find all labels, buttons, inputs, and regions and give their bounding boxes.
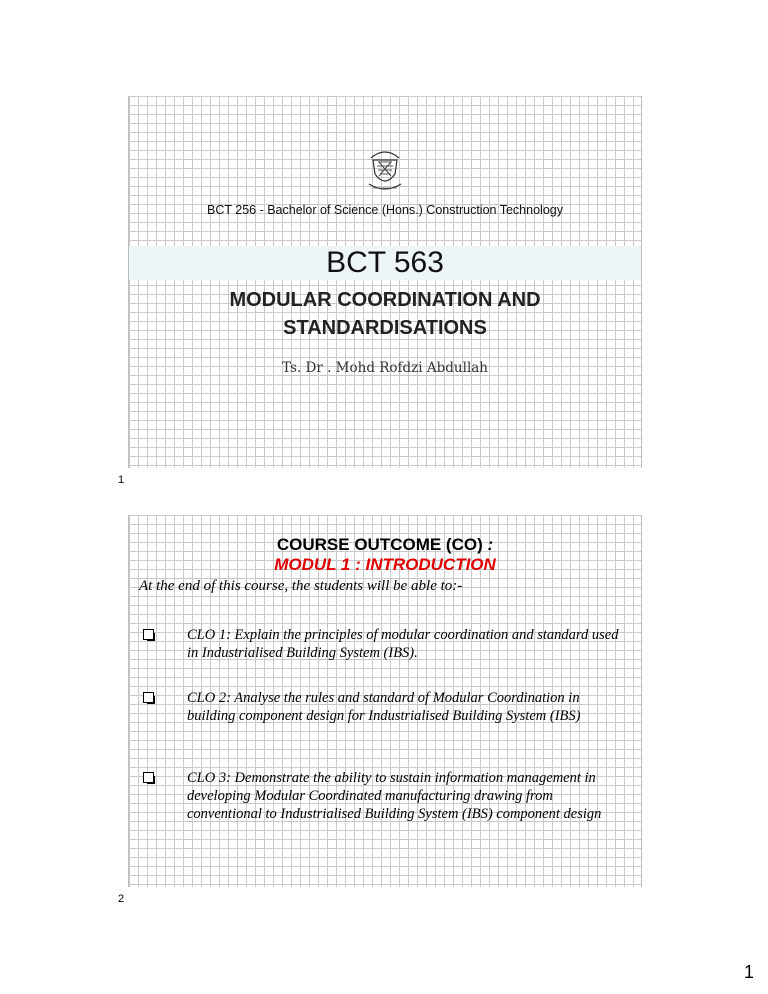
checkbox-bullet-icon: [143, 772, 154, 783]
course-outcome-heading-text: COURSE OUTCOME (CO): [276, 535, 483, 554]
heading-colon: :: [482, 535, 494, 554]
course-code: BCT 563: [326, 246, 444, 279]
clo-text: CLO 1: Explain the principles of modular coordination and standard used in Industrialised Building System (IBS).: [187, 627, 619, 661]
course-title-line2: STANDARDISATIONS: [283, 317, 487, 339]
course-title: [129, 286, 641, 342]
module-title: MODUL 1 : INTRODUCTION: [274, 555, 496, 574]
slide-course-outcome: [128, 515, 642, 887]
slide-number: 1: [118, 474, 125, 486]
course-title-line1: MODULAR COORDINATION AND: [229, 289, 541, 311]
slide-number: 2: [118, 893, 125, 905]
clo-text: CLO 3: Demonstrate the ability to sustain information management in developing Modular Coordinated manufacturing drawing from conventional to Industrialised Building System (IBS) component design: [187, 770, 602, 822]
university-crest-logo: [365, 144, 405, 196]
slide-title: [128, 96, 642, 468]
intro-text: At the end of this course, the students will be able to:-: [139, 578, 463, 594]
course-outcome-heading: [129, 535, 641, 555]
clo-text: CLO 2: Analyse the rules and standard of Modular Coordination in building component design for Industrialised Building System (IBS): [187, 690, 581, 724]
checkbox-bullet-icon: [143, 692, 154, 703]
checkbox-bullet-icon: [143, 629, 154, 640]
program-name: BCT 256 - Bachelor of Science (Hons.) Construction Technology: [207, 203, 563, 217]
page-number: 1: [743, 962, 754, 982]
lecturer-name: Ts. Dr . Mohd Rofdzi Abdullah: [281, 360, 489, 376]
